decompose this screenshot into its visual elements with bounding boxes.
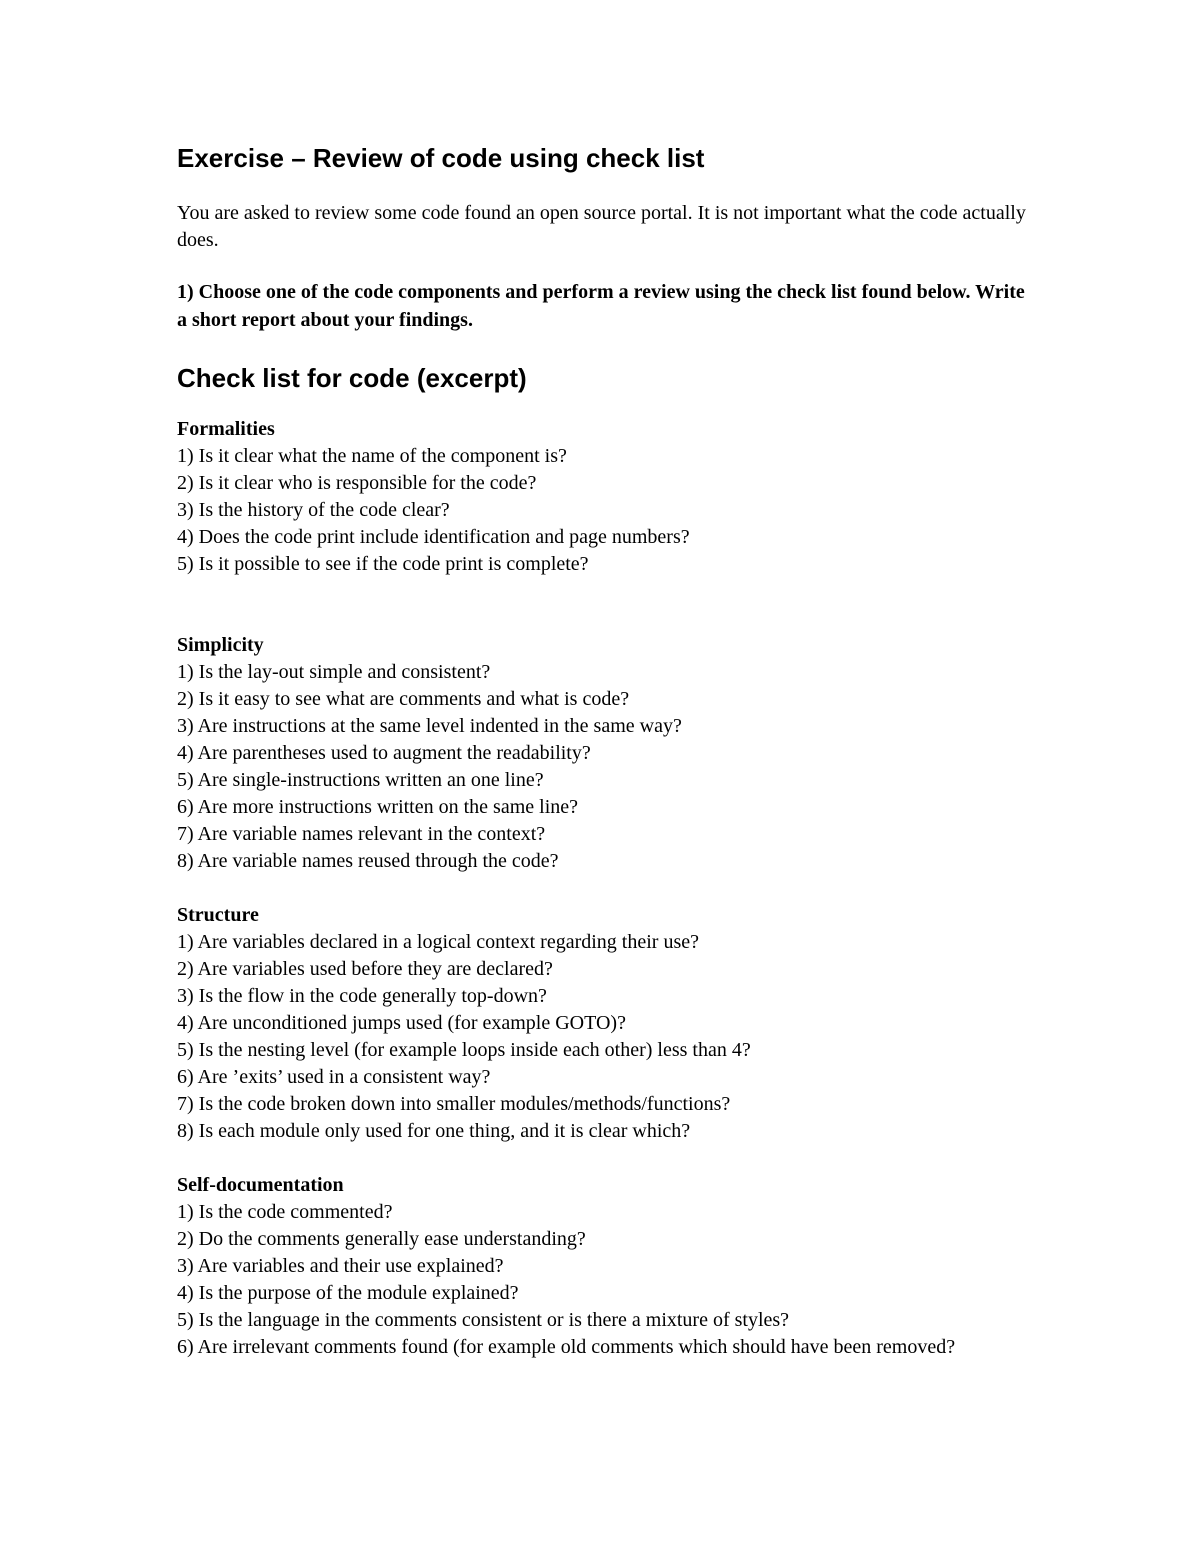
checklist-item: 6) Are irrelevant comments found (for example old comments which should have been removed?	[177, 1336, 956, 1358]
checklist-item: 5) Is the language in the comments consistent or is there a mixture of styles?	[177, 1309, 790, 1331]
checklist-item: 8) Is each module only used for one thing, and it is clear which?	[177, 1120, 691, 1142]
section-formalities	[177, 416, 1037, 578]
checklist-item: 3) Is the history of the code clear?	[177, 499, 450, 521]
checklist-item: 2) Is it easy to see what are comments and what is code?	[177, 688, 630, 710]
checklist-item: 2) Do the comments generally ease understanding?	[177, 1228, 586, 1250]
checklist-item: 4) Is the purpose of the module explained?	[177, 1282, 519, 1304]
checklist	[177, 659, 1037, 875]
section-heading: Simplicity	[177, 634, 264, 656]
checklist-item: 6) Are more instructions written on the same line?	[177, 796, 579, 818]
section-heading: Self-documentation	[177, 1174, 344, 1196]
checklist-item: 1) Is it clear what the name of the component is?	[177, 445, 567, 467]
checklist-item: 3) Is the flow in the code generally top-down?	[177, 985, 547, 1007]
checklist	[177, 443, 1037, 578]
task-instruction: 1) Choose one of the code components and perform a review using the check list found below. Write a short report about your findings.	[177, 281, 1025, 331]
section-simplicity	[177, 632, 1037, 875]
checklist-item: 4) Does the code print include identification and page numbers?	[177, 526, 690, 548]
checklist	[177, 929, 1037, 1145]
checklist	[177, 1199, 1037, 1361]
checklist-item: 3) Are variables and their use explained?	[177, 1255, 504, 1277]
intro-paragraph: You are asked to review some code found an open source portal. It is not important what the code actually does.	[177, 202, 1026, 251]
checklist-item: 1) Are variables declared in a logical context regarding their use?	[177, 931, 699, 953]
checklist-item: 1) Is the code commented?	[177, 1201, 393, 1223]
checklist-item: 4) Are unconditioned jumps used (for example GOTO)?	[177, 1012, 626, 1034]
checklist-item: 7) Is the code broken down into smaller modules/methods/functions?	[177, 1093, 731, 1115]
checklist-item: 6) Are ’exits’ used in a consistent way?	[177, 1066, 491, 1088]
section-heading: Structure	[177, 904, 259, 926]
checklist-item: 5) Is it possible to see if the code print is complete?	[177, 553, 589, 575]
checklist-item: 8) Are variable names reused through the code?	[177, 850, 559, 872]
checklist-item: 5) Is the nesting level (for example loops inside each other) less than 4?	[177, 1039, 751, 1061]
section-structure	[177, 902, 1037, 1145]
section-heading: Formalities	[177, 418, 275, 440]
checklist-title: Check list for code (excerpt)	[177, 363, 527, 393]
section-self-documentation	[177, 1172, 1037, 1361]
checklist-item: 3) Are instructions at the same level indented in the same way?	[177, 715, 682, 737]
page-title: Exercise – Review of code using check list	[177, 143, 705, 173]
document-content	[177, 138, 1037, 1361]
checklist-item: 5) Are single-instructions written an one line?	[177, 769, 544, 791]
checklist-item: 2) Is it clear who is responsible for the code?	[177, 472, 537, 494]
checklist-item: 7) Are variable names relevant in the context?	[177, 823, 546, 845]
checklist-item: 1) Is the lay-out simple and consistent?	[177, 661, 491, 683]
checklist-item: 4) Are parentheses used to augment the readability?	[177, 742, 591, 764]
checklist-item: 2) Are variables used before they are declared?	[177, 958, 553, 980]
